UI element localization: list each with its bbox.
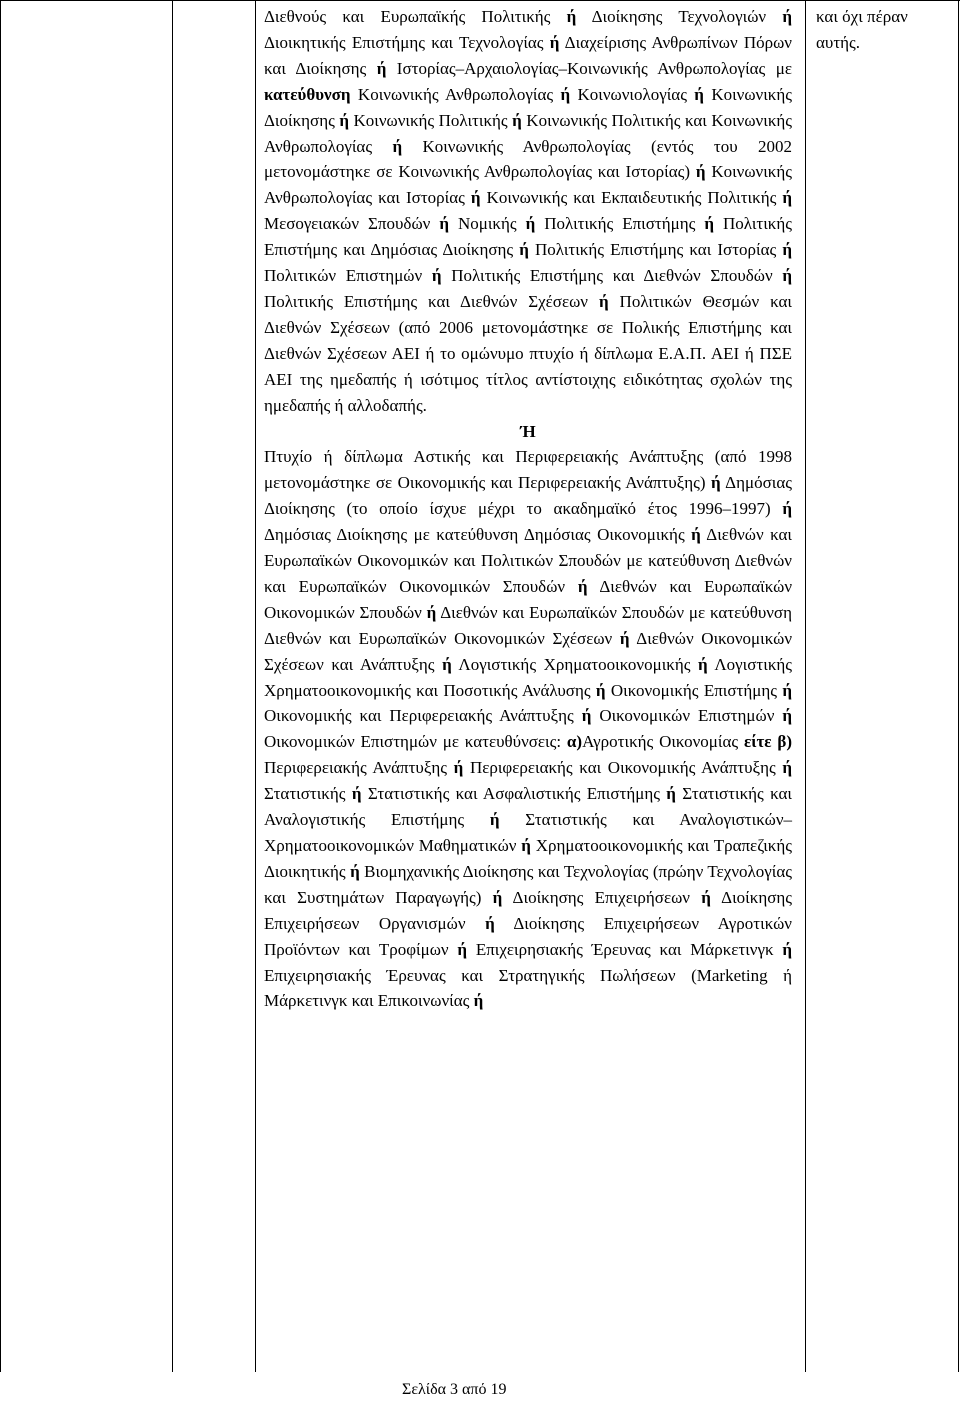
text-run: Περιφερειακής Ανάπτυξης: [264, 758, 454, 778]
text-run: Πολιτικής Επιστήμης και Ιστορίας: [528, 240, 783, 260]
text-run: Διοίκησης Επιχειρήσεων: [502, 887, 702, 907]
degree-list-paragraph-1: [264, 4, 792, 419]
bold-run: ή: [453, 758, 464, 778]
text-run: Δημόσιας Διοίκησης (το οποίο ίσχυε μέχρι το ακαδημαϊκό έτος 1996–1997): [264, 473, 792, 519]
bold-run: ή: [549, 32, 560, 52]
bold-run: ή: [666, 784, 676, 804]
text-run: Διεθνών και Ευρωπαϊκών Σπουδών με κατεύθυνση Διεθνών και Ευρωπαϊκών Οικονομικών Σχέσεων: [264, 602, 792, 648]
bold-run: ή: [691, 525, 701, 545]
text-run: Διοικητικής Επιστήμης και Τεχνολογίας: [264, 32, 550, 52]
bold-run: ή: [782, 266, 792, 286]
bold-run: ή: [598, 291, 609, 311]
text-run: Οικονομικής Επιστήμης: [605, 680, 783, 700]
bold-run: ή: [595, 680, 606, 700]
text-run: Λογιστικής Χρηματοοικονομικής: [451, 654, 699, 674]
bold-run: ή: [426, 602, 437, 622]
text-run: Βιομηχανικής Διοίκησης και Τεχνολογίας (πρώην Τεχνολογίας και Συστημάτων Παραγωγής): [264, 861, 792, 907]
bold-run: ή: [782, 706, 792, 726]
bold-run: ή: [581, 706, 592, 726]
bold-run: ή: [698, 654, 708, 674]
text-run: Πτυχίο ή δίπλωμα Αστικής και Περιφερειακής Ανάπτυξης (από 1998 μετονομάστηκε σε Οικονομικής και Περιφερειακής Ανάπτυξης): [264, 447, 792, 493]
bold-run: ή: [431, 266, 442, 286]
text-run: Κοινωνιολογίας: [570, 84, 695, 104]
table-border-col1: [172, 0, 173, 1372]
text-run: Πολιτικής Επιστήμης: [535, 214, 705, 234]
bold-run: ή: [339, 110, 349, 130]
text-run: Πολιτικής Επιστήμης και Δημόσιας Διοίκησης: [264, 214, 792, 260]
bold-run: ή: [442, 654, 452, 674]
text-run: Στατιστικής και Ασφαλιστικής Επιστήμης: [361, 784, 667, 804]
bold-run: ή: [473, 991, 484, 1011]
page-footer: Σελίδα 3 από 19: [402, 1381, 507, 1398]
bold-run: ή: [782, 680, 792, 700]
text-run: Περιφερειακής και Οικονομικής Ανάπτυξης: [463, 758, 783, 778]
bold-run: α): [566, 732, 583, 752]
text-run: Κοινωνικής Πολιτικής: [348, 110, 513, 130]
bold-run: ή: [489, 810, 500, 830]
text-run: Κοινωνικής Πολιτικής και Κοινωνικής Ανθρωπολογίας: [264, 110, 793, 156]
text-run: Επιχειρησιακής Έρευνας και Μάρκετινγκ: [467, 939, 783, 959]
text-run: Κοινωνικής και Εκπαιδευτικής Πολιτικής: [480, 188, 783, 208]
text-run: Χρηματοοικονομικής και Τραπεζικής Διοικητικής: [264, 836, 792, 881]
text-run: Πολιτικής Επιστήμης και Διεθνών Σχέσεων: [264, 291, 599, 311]
text-run: Οικονομικών Επιστημών με κατευθύνσεις:: [264, 732, 567, 752]
text-run: Μεσογειακών Σπουδών: [264, 214, 440, 234]
bold-run: ή: [376, 58, 387, 78]
text-run: Νομικής: [448, 214, 526, 234]
bold-run: ή: [439, 214, 449, 234]
bold-run: ή: [525, 214, 536, 234]
bold-run: ή: [457, 939, 468, 959]
bold-run: ή: [485, 913, 495, 933]
table-border-left: [0, 0, 1, 1372]
bold-run: ή: [695, 162, 706, 182]
text-run: Στατιστικής: [264, 784, 352, 804]
bold-run: ή: [512, 110, 522, 130]
text-run: Στατιστικής και Αναλογιστικών–Χρηματοοικονομικών Μαθηματικών: [264, 810, 793, 855]
side-note-cell: και όχι πέραν αυτής.: [816, 7, 908, 52]
bold-run: ή: [566, 7, 577, 26]
bold-run: ή: [701, 887, 711, 907]
text-run: Στατιστικής και Αναλογιστικής Επιστήμης: [264, 784, 793, 830]
bold-run: ή: [521, 836, 531, 855]
text-run: Πολιτικής Επιστήμης και Διεθνών Σπουδών: [441, 266, 783, 286]
table-border-col2: [255, 0, 256, 1372]
table-border-col3: [805, 0, 806, 1372]
table-top-border: [0, 0, 960, 1]
bold-run: ή: [782, 188, 792, 208]
text-run: Κοινωνικής Ανθρωπολογίας (εντός του 2002 μετονομάστηκε σε Κοινωνικής Ανθρωπολογίας και Ιστορίας): [264, 136, 792, 182]
qualifications-cell: [264, 4, 792, 1014]
bold-run: ή: [782, 758, 793, 778]
bold-run: ή: [694, 84, 704, 104]
text-run: Λογιστικής Χρηματοοικονομικής και Ποσοτικής Ανάλυσης: [264, 654, 793, 700]
text-run: Δημόσιας Διοίκησης με κατεύθυνση Δημόσιας Οικονομικής: [264, 525, 692, 545]
bold-run: είτε β): [743, 732, 792, 752]
text-run: Πολιτικών Επιστημών: [264, 266, 432, 286]
bold-run: κατεύθυνση: [264, 84, 351, 104]
text-run: Αγροτικής Οικονομίας: [582, 732, 744, 752]
bold-run: ή: [782, 499, 792, 519]
text-run: Ιστορίας–Αρχαιολογίας–Κοινωνικής Ανθρωπολογίας με: [386, 58, 792, 78]
text-run: Οικονομικής και Περιφερειακής Ανάπτυξης: [264, 706, 582, 726]
text-run: Διοίκησης Επιχειρήσεων Οργανισμών: [264, 887, 792, 933]
table-border-right: [958, 0, 959, 1372]
text-run: Διοίκησης Επιχειρήσεων Αγροτικών Προϊόντων και Τροφίμων: [264, 913, 792, 959]
text-run: Πολιτικών Θεσμών και Διεθνών Σχέσεων (από 2006 μετονομάστηκε σε Πολικής Επιστήμης και Διεθνών Σχέσεων ΑΕΙ ή το ομώνυμο πτυχίο ή δίπλωμα Ε.Α.Π. ΑΕΙ ή ΠΣΕ ΑΕΙ της ημεδαπής ή ισότιμος τίτλος αντίστοιχης ειδικότητας σχολών της ημεδαπής ή αλλοδαπής.: [264, 291, 792, 415]
text-run: Διαχείρισης Ανθρωπίνων Πόρων και Διοίκησης: [264, 32, 792, 78]
bold-run: ή: [711, 473, 721, 493]
bold-run: ή: [782, 7, 792, 26]
text-run: Διεθνών και Ευρωπαϊκών Οικονομικών Σπουδών: [264, 576, 792, 622]
bold-run: ή: [351, 784, 362, 804]
bold-run: ή: [619, 628, 630, 648]
bold-run: ή: [470, 188, 481, 208]
bold-run: ή: [492, 887, 503, 907]
text-run: Κοινωνικής Ανθρωπολογίας και Ιστορίας: [264, 162, 792, 208]
text-run: Διεθνούς και Ευρωπαϊκής Πολιτικής: [264, 7, 567, 26]
bold-run: ή: [782, 939, 793, 959]
text-run: Διοίκησης Τεχνολογιών: [576, 7, 783, 26]
bold-run: ή: [704, 214, 715, 234]
bold-run: ή: [782, 240, 792, 260]
text-run: Οικονομικών Επιστημών: [591, 706, 783, 726]
bold-run: ή: [350, 861, 360, 881]
text-run: Διεθνών Οικονομικών Σχέσεων και Ανάπτυξης: [264, 628, 793, 674]
bold-run: ή: [560, 84, 571, 104]
text-run: Διεθνών και Ευρωπαϊκών Οικονομικών και Πολιτικών Σπουδών με κατεύθυνση Διεθνών και Ευρωπαϊκών Οικονομικών Σπουδών: [264, 525, 793, 596]
degree-list-paragraph-2: [264, 444, 792, 1014]
bold-run: ή: [577, 576, 588, 596]
bold-run: ή: [519, 240, 529, 260]
bold-run: ή: [392, 136, 403, 156]
or-separator: Ή: [520, 421, 536, 441]
text-run: Κοινωνικής Διοίκησης: [264, 84, 792, 130]
text-run: Επιχειρησιακής Έρευνας και Στρατηγικής Πωλήσεων (Marketing ή Μάρκετινγκ και Επικοινωνίας: [264, 965, 792, 1011]
text-run: Κοινωνικής Ανθρωπολογίας: [350, 84, 561, 104]
